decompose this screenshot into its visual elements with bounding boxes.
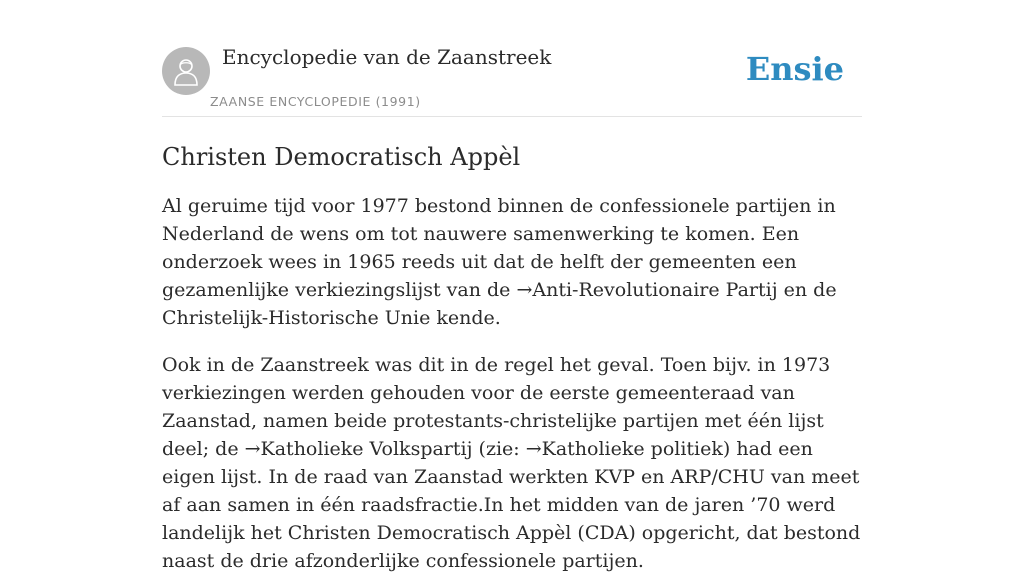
page-title: Christen Democratisch Appèl [162, 143, 521, 171]
ensie-logo[interactable]: Ensie [745, 50, 844, 88]
user-icon [172, 56, 200, 86]
content-container [162, 0, 862, 575]
source-subtitle-link[interactable]: ZAANSE ENCYCLOPEDIE (1991) [210, 94, 421, 109]
article-paragraph: Al geruime tijd voor 1977 bestond binnen de confessionele partijen in Nederland de wens om tot nauwere samenwerking te komen. Een onderzoek wees in 1965 reeds uit dat de helft der gemeenten een gezamenlijke verkiezingslijst van de →Anti-Revolutionaire Partij en de Christelijk-Historische Unie kende. [162, 195, 837, 329]
article-paragraph: Ook in de Zaanstreek was dit in de regel het geval. Toen bijv. in 1973 verkiezingen werden gehouden voor de eerste gemeenteraad van Zaanstad, namen beide protestants-christelijke partijen met één lijst deel; de →Katholieke Volkspartij (zie: →Katholieke politiek) had een eigen lijst. In de raad van Zaanstad werkten KVP en ARP/CHU van meet af aan samen in één raadsfractie.In het midden van de jaren ’70 werd landelijk het Christen Democratisch Appèl (CDA) opgericht, dat bestond naast de drie afzonderlijke confessionele partijen. [162, 354, 861, 572]
avatar[interactable] [162, 47, 210, 95]
source-title-link[interactable]: Encyclopedie van de Zaanstreek [222, 45, 552, 69]
source-header [162, 0, 862, 117]
